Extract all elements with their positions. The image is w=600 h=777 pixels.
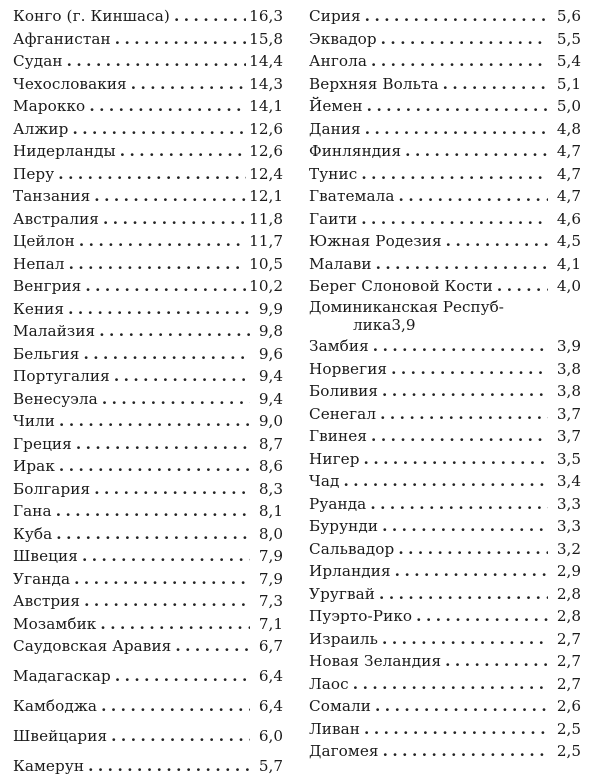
value: 4,7 bbox=[556, 164, 581, 183]
value: 9,4 bbox=[258, 389, 283, 408]
country-name: Сомали bbox=[309, 697, 372, 715]
value: 14,1 bbox=[249, 97, 283, 115]
leader-dots bbox=[115, 666, 250, 686]
country-name: Тунис bbox=[309, 164, 358, 183]
country-name: Йемен bbox=[309, 97, 363, 115]
leader-dots bbox=[353, 674, 548, 694]
country-name: Судан bbox=[13, 52, 63, 70]
leader-dots bbox=[83, 344, 250, 364]
leader-dots bbox=[405, 141, 548, 161]
leader-dots bbox=[101, 696, 250, 716]
table-row bbox=[13, 254, 283, 274]
leader-dots bbox=[379, 584, 548, 604]
leader-dots bbox=[114, 366, 250, 386]
country-name: Сирия bbox=[309, 7, 361, 25]
leader-dots bbox=[115, 29, 246, 49]
leader-dots bbox=[365, 6, 548, 26]
table-row bbox=[309, 254, 581, 274]
value: 3,8 bbox=[556, 359, 581, 378]
value: 6,7 bbox=[258, 637, 283, 655]
table-row bbox=[309, 494, 581, 514]
table-row bbox=[309, 164, 581, 184]
table-row bbox=[309, 298, 581, 334]
leader-dots bbox=[84, 591, 250, 611]
leader-dots bbox=[398, 539, 548, 559]
leader-dots bbox=[380, 404, 548, 424]
value: 6,0 bbox=[258, 727, 283, 745]
table-row bbox=[309, 119, 581, 139]
value: 7,3 bbox=[258, 592, 283, 610]
leader-dots bbox=[103, 209, 246, 229]
value: 2,7 bbox=[556, 652, 581, 670]
table-row bbox=[309, 276, 581, 296]
table-row bbox=[309, 606, 581, 626]
leader-dots bbox=[79, 231, 246, 251]
table-row bbox=[13, 186, 283, 206]
country-name: Танзания bbox=[13, 187, 91, 205]
leader-dots bbox=[94, 186, 246, 206]
table-row bbox=[13, 756, 283, 776]
table-row bbox=[13, 119, 283, 139]
country-name: Нигер bbox=[309, 449, 360, 468]
table-row bbox=[309, 651, 581, 671]
value: 5,5 bbox=[556, 29, 581, 48]
country-name: Чили bbox=[13, 412, 56, 430]
table-row bbox=[309, 629, 581, 649]
leader-dots bbox=[376, 254, 548, 274]
country-name: Гватемала bbox=[309, 187, 395, 205]
value: 2,7 bbox=[556, 674, 581, 693]
table-row bbox=[13, 591, 283, 611]
country-name: Гана bbox=[13, 502, 52, 520]
country-name: Чехословакия bbox=[13, 74, 127, 93]
value: 7,9 bbox=[258, 569, 283, 588]
leader-dots bbox=[74, 569, 250, 589]
value: 8,3 bbox=[258, 479, 283, 498]
value: 3,7 bbox=[556, 427, 581, 445]
value: 2,5 bbox=[556, 719, 581, 738]
country-name: Эквадор bbox=[309, 29, 377, 48]
country-name: Доминиканская Респуб- bbox=[309, 298, 504, 316]
country-name: Пуэрто-Рико bbox=[309, 607, 413, 625]
table-row bbox=[309, 51, 581, 71]
value: 12,1 bbox=[249, 187, 283, 205]
country-name: Австралия bbox=[13, 209, 99, 228]
country-name: Верхняя Вольта bbox=[309, 74, 439, 93]
value: 3,3 bbox=[556, 517, 581, 535]
country-name: Марокко bbox=[13, 97, 86, 115]
table-row bbox=[13, 51, 283, 71]
leader-dots bbox=[72, 119, 246, 139]
leader-dots bbox=[82, 546, 250, 566]
country-name: Руанда bbox=[309, 494, 367, 513]
country-name: Гаити bbox=[309, 209, 358, 228]
leader-dots bbox=[59, 411, 250, 431]
leader-dots bbox=[99, 321, 250, 341]
country-name: Камерун bbox=[13, 757, 85, 775]
leader-dots bbox=[56, 524, 250, 544]
country-name: Сальвадор bbox=[309, 539, 395, 558]
value: 10,2 bbox=[249, 277, 283, 295]
leader-dots bbox=[382, 629, 548, 649]
table-row bbox=[13, 696, 283, 716]
leader-dots bbox=[383, 741, 548, 761]
country-name: Алжир bbox=[13, 119, 69, 138]
value: 8,1 bbox=[258, 502, 283, 520]
leader-dots bbox=[445, 651, 548, 671]
country-name: Непал bbox=[13, 254, 65, 273]
value: 6,4 bbox=[258, 667, 283, 685]
value: 2,6 bbox=[556, 697, 581, 715]
leader-dots bbox=[367, 96, 548, 116]
country-name: Сенегал bbox=[309, 404, 377, 423]
value: 4,1 bbox=[556, 254, 581, 273]
leader-dots bbox=[364, 449, 548, 469]
table-row bbox=[13, 569, 283, 589]
leader-dots bbox=[382, 381, 548, 401]
table-row bbox=[309, 561, 581, 581]
country-name: Лаос bbox=[309, 674, 349, 693]
table-row bbox=[13, 29, 283, 49]
leader-dots bbox=[85, 276, 246, 296]
table-row bbox=[309, 231, 581, 251]
country-name: Бельгия bbox=[13, 344, 80, 363]
leader-dots bbox=[94, 479, 250, 499]
table-row bbox=[13, 6, 283, 26]
country-name: Малави bbox=[309, 254, 372, 273]
table-row bbox=[309, 209, 581, 229]
table-row bbox=[309, 336, 581, 356]
value: 2,7 bbox=[556, 629, 581, 648]
value: 9,4 bbox=[258, 367, 283, 385]
leader-dots bbox=[399, 186, 548, 206]
country-name: Португалия bbox=[13, 367, 110, 385]
value: 12,6 bbox=[249, 119, 283, 138]
country-name: Венгрия bbox=[13, 277, 82, 295]
table-row bbox=[309, 359, 581, 379]
table-row bbox=[13, 434, 283, 454]
country-name: Куба bbox=[13, 524, 53, 543]
leader-dots bbox=[375, 696, 548, 716]
table-row bbox=[13, 276, 283, 296]
table-row bbox=[13, 411, 283, 431]
value: 5,1 bbox=[556, 74, 581, 93]
table-row bbox=[309, 539, 581, 559]
table-row bbox=[13, 389, 283, 409]
table-row bbox=[309, 516, 581, 536]
table-row bbox=[13, 636, 283, 656]
leader-dots bbox=[361, 209, 548, 229]
leader-dots bbox=[56, 501, 250, 521]
table-row bbox=[309, 741, 581, 761]
leader-dots bbox=[69, 254, 247, 274]
leader-dots bbox=[131, 74, 246, 94]
table-row bbox=[13, 666, 283, 686]
value: 10,5 bbox=[249, 254, 283, 273]
value: 11,7 bbox=[249, 232, 283, 250]
value: 8,7 bbox=[258, 434, 283, 453]
value: 3,9 bbox=[556, 337, 581, 355]
value: 3,8 bbox=[556, 382, 581, 400]
leader-dots bbox=[497, 276, 548, 296]
value: 11,8 bbox=[249, 209, 283, 228]
country-name: Уганда bbox=[13, 569, 71, 588]
table-row bbox=[13, 209, 283, 229]
value: 4,8 bbox=[556, 119, 581, 138]
leader-dots bbox=[58, 164, 246, 184]
country-name: Боливия bbox=[309, 382, 379, 400]
value: 14,3 bbox=[249, 74, 283, 93]
table-row bbox=[13, 299, 283, 319]
leader-dots bbox=[175, 636, 250, 656]
leader-dots bbox=[102, 389, 250, 409]
country-name: Кения bbox=[13, 299, 65, 318]
leader-dots bbox=[365, 119, 548, 139]
value: 4,7 bbox=[556, 187, 581, 205]
country-name: Бурунди bbox=[309, 517, 379, 535]
country-name: Мадагаскар bbox=[13, 667, 111, 685]
table-row bbox=[309, 471, 581, 491]
leader-dots bbox=[416, 606, 548, 626]
table-row bbox=[309, 449, 581, 469]
value: 5,6 bbox=[556, 7, 581, 25]
table-row bbox=[309, 696, 581, 716]
table-row bbox=[309, 404, 581, 424]
country-name: Ангола bbox=[309, 52, 368, 70]
value: 2,5 bbox=[556, 742, 581, 760]
country-name: Венесуэла bbox=[13, 389, 98, 408]
value: 3,3 bbox=[556, 494, 581, 513]
value: 15,8 bbox=[249, 29, 283, 48]
country-name: Нидерланды bbox=[13, 142, 116, 160]
table-row bbox=[309, 381, 581, 401]
leader-dots bbox=[89, 96, 246, 116]
table-row bbox=[13, 141, 283, 161]
country-name-continued: лика bbox=[353, 316, 392, 334]
value: 7,1 bbox=[258, 614, 283, 633]
leader-dots bbox=[371, 426, 548, 446]
leader-dots bbox=[120, 141, 246, 161]
value: 3,7 bbox=[556, 404, 581, 423]
value: 4,6 bbox=[556, 209, 581, 228]
value: 5,4 bbox=[556, 52, 581, 70]
value: 16,3 bbox=[249, 7, 283, 25]
leader-dots bbox=[364, 719, 548, 739]
country-name: Финляндия bbox=[309, 142, 402, 160]
value: 12,6 bbox=[249, 142, 283, 160]
value: 5,0 bbox=[556, 97, 581, 115]
value: 2,8 bbox=[556, 584, 581, 603]
country-name: Конго (г. Киншаса) bbox=[13, 7, 170, 25]
value: 8,6 bbox=[258, 457, 283, 475]
table-row bbox=[309, 186, 581, 206]
leader-dots bbox=[68, 299, 250, 319]
table-row bbox=[13, 321, 283, 341]
leader-dots bbox=[371, 51, 548, 71]
table-row bbox=[309, 96, 581, 116]
leader-dots bbox=[111, 726, 250, 746]
table-row bbox=[309, 6, 581, 26]
table-row bbox=[309, 29, 581, 49]
country-name: Ирландия bbox=[309, 562, 391, 580]
value: 7,9 bbox=[258, 547, 283, 565]
table-row bbox=[13, 524, 283, 544]
country-name: Камбоджа bbox=[13, 697, 98, 715]
country-name: Болгария bbox=[13, 479, 91, 498]
table-row bbox=[309, 74, 581, 94]
leader-dots bbox=[370, 494, 548, 514]
country-name: Ливан bbox=[309, 719, 361, 738]
value: 9,0 bbox=[258, 412, 283, 430]
leader-dots bbox=[391, 359, 548, 379]
leader-dots bbox=[174, 6, 246, 26]
country-name: Цейлон bbox=[13, 232, 75, 250]
leader-dots bbox=[88, 756, 250, 776]
country-name: Швейцария bbox=[13, 727, 108, 745]
table-row bbox=[309, 719, 581, 739]
country-name: Афганистан bbox=[13, 29, 111, 48]
value: 2,8 bbox=[556, 607, 581, 625]
leader-dots bbox=[67, 51, 247, 71]
country-name: Чад bbox=[309, 472, 340, 490]
value: 4,7 bbox=[556, 142, 581, 160]
table-row bbox=[13, 74, 283, 94]
value: 5,7 bbox=[258, 757, 283, 775]
value: 3,4 bbox=[556, 472, 581, 490]
value: 3,9 bbox=[391, 316, 416, 334]
value: 14,4 bbox=[249, 52, 283, 70]
table-row bbox=[13, 164, 283, 184]
table-row bbox=[309, 674, 581, 694]
value: 4,5 bbox=[556, 232, 581, 250]
table-row bbox=[13, 456, 283, 476]
table-row bbox=[13, 546, 283, 566]
table-row bbox=[309, 426, 581, 446]
table-row bbox=[13, 614, 283, 634]
leader-dots bbox=[446, 231, 548, 251]
leader-dots bbox=[361, 164, 548, 184]
country-name: Замбия bbox=[309, 337, 369, 355]
country-name: Перу bbox=[13, 164, 55, 183]
country-name: Гвинея bbox=[309, 427, 368, 445]
table-row bbox=[13, 501, 283, 521]
value: 4,0 bbox=[556, 277, 581, 295]
leader-dots bbox=[381, 29, 548, 49]
country-name: Норвегия bbox=[309, 359, 388, 378]
value: 9,8 bbox=[258, 322, 283, 340]
country-name: Южная Родезия bbox=[309, 232, 442, 250]
country-name: Израиль bbox=[309, 629, 379, 648]
value: 2,9 bbox=[556, 562, 581, 580]
table-row bbox=[309, 141, 581, 161]
value: 3,5 bbox=[556, 449, 581, 468]
value: 12,4 bbox=[249, 164, 283, 183]
table-row bbox=[13, 726, 283, 746]
value: 6,4 bbox=[258, 697, 283, 715]
table-row bbox=[13, 344, 283, 364]
country-name: Новая Зеландия bbox=[309, 652, 442, 670]
country-name: Швеция bbox=[13, 547, 78, 565]
country-name: Малайзия bbox=[13, 322, 96, 340]
leader-dots bbox=[443, 74, 548, 94]
country-name: Уругвай bbox=[309, 584, 376, 603]
leader-dots bbox=[395, 561, 548, 581]
value: 3,2 bbox=[556, 539, 581, 558]
country-name: Мозамбик bbox=[13, 614, 97, 633]
value: 8,0 bbox=[258, 524, 283, 543]
leader-dots bbox=[343, 471, 548, 491]
table-row bbox=[309, 584, 581, 604]
country-name: Саудовская Аравия bbox=[13, 637, 172, 655]
country-name: Австрия bbox=[13, 592, 81, 610]
value: 9,9 bbox=[258, 299, 283, 318]
table-row bbox=[13, 366, 283, 386]
country-name: Ирак bbox=[13, 457, 55, 475]
country-name: Греция bbox=[13, 434, 72, 453]
leader-dots bbox=[382, 516, 548, 536]
leader-dots bbox=[59, 456, 250, 476]
value: 9,6 bbox=[258, 344, 283, 363]
table-row bbox=[13, 479, 283, 499]
leader-dots bbox=[373, 336, 548, 356]
table-row bbox=[13, 231, 283, 251]
table-row bbox=[13, 96, 283, 116]
country-name: Дания bbox=[309, 119, 361, 138]
country-name: Дагомея bbox=[309, 742, 379, 760]
leader-dots bbox=[76, 434, 250, 454]
leader-dots bbox=[100, 614, 250, 634]
country-name: Берег Слоновой Кости bbox=[309, 277, 493, 295]
